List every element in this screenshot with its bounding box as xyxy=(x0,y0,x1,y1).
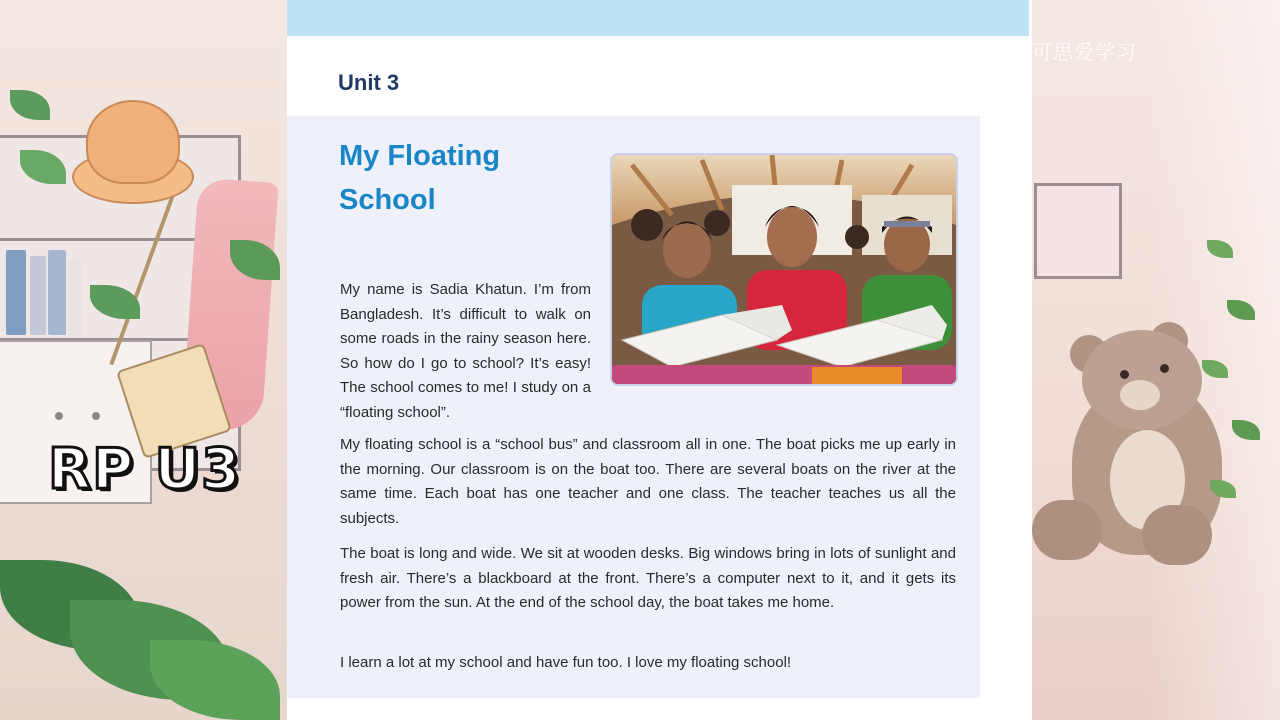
plant-leaf xyxy=(150,640,280,720)
plant-leaf xyxy=(10,90,50,120)
lesson-title-line-2: School xyxy=(339,184,436,216)
unit-label: Unit 3 xyxy=(338,70,400,95)
paragraph-1: My name is Sadia Khatun. I’m from Bangladesh. It’s difficult to walk on some roads in the rainy season here. So how do I go to school? It’s easy! The school comes to me! I study on a “floating school”. xyxy=(340,281,591,421)
textbook-page xyxy=(287,0,1032,720)
video-stamp-label: RP U3 xyxy=(48,437,242,502)
page-top-bar xyxy=(287,0,1029,36)
lesson-title-line-1: My Floating xyxy=(339,140,501,172)
teddy-bear-leg xyxy=(1142,505,1212,565)
teddy-bear-snout xyxy=(1120,380,1160,410)
left-decoration xyxy=(0,0,287,720)
wall-frame xyxy=(1034,183,1122,279)
right-decoration xyxy=(1032,0,1280,720)
paragraph-4: I learn a lot at my school and have fun too. I love my floating school! xyxy=(340,654,792,671)
paragraph-2: My floating school is a “school bus” and classroom all in one. The boat picks me up early in the morning. Our classroom is on the boat too. There are several boats on the river at the same time. Each boat has one teacher and one class. The teacher teaches us all the subjects. xyxy=(340,436,956,527)
paragraph-3: The boat is long and wide. We sit at wooden desks. Big windows bring in lots of sunlight and fresh air. There’s a blackboard at the front. There’s a computer next to it, and it gets its power from the sun. At the end of the school day, the boat takes me home. xyxy=(340,545,956,611)
teddy-bear-eye xyxy=(1160,364,1169,373)
watermark: 可思爱学习 xyxy=(1032,40,1137,64)
teddy-bear-leg xyxy=(1032,500,1102,560)
teddy-bear-eye xyxy=(1120,370,1129,379)
classroom-photo xyxy=(612,155,956,384)
lesson-title xyxy=(339,134,559,222)
straw-hat xyxy=(86,100,180,184)
